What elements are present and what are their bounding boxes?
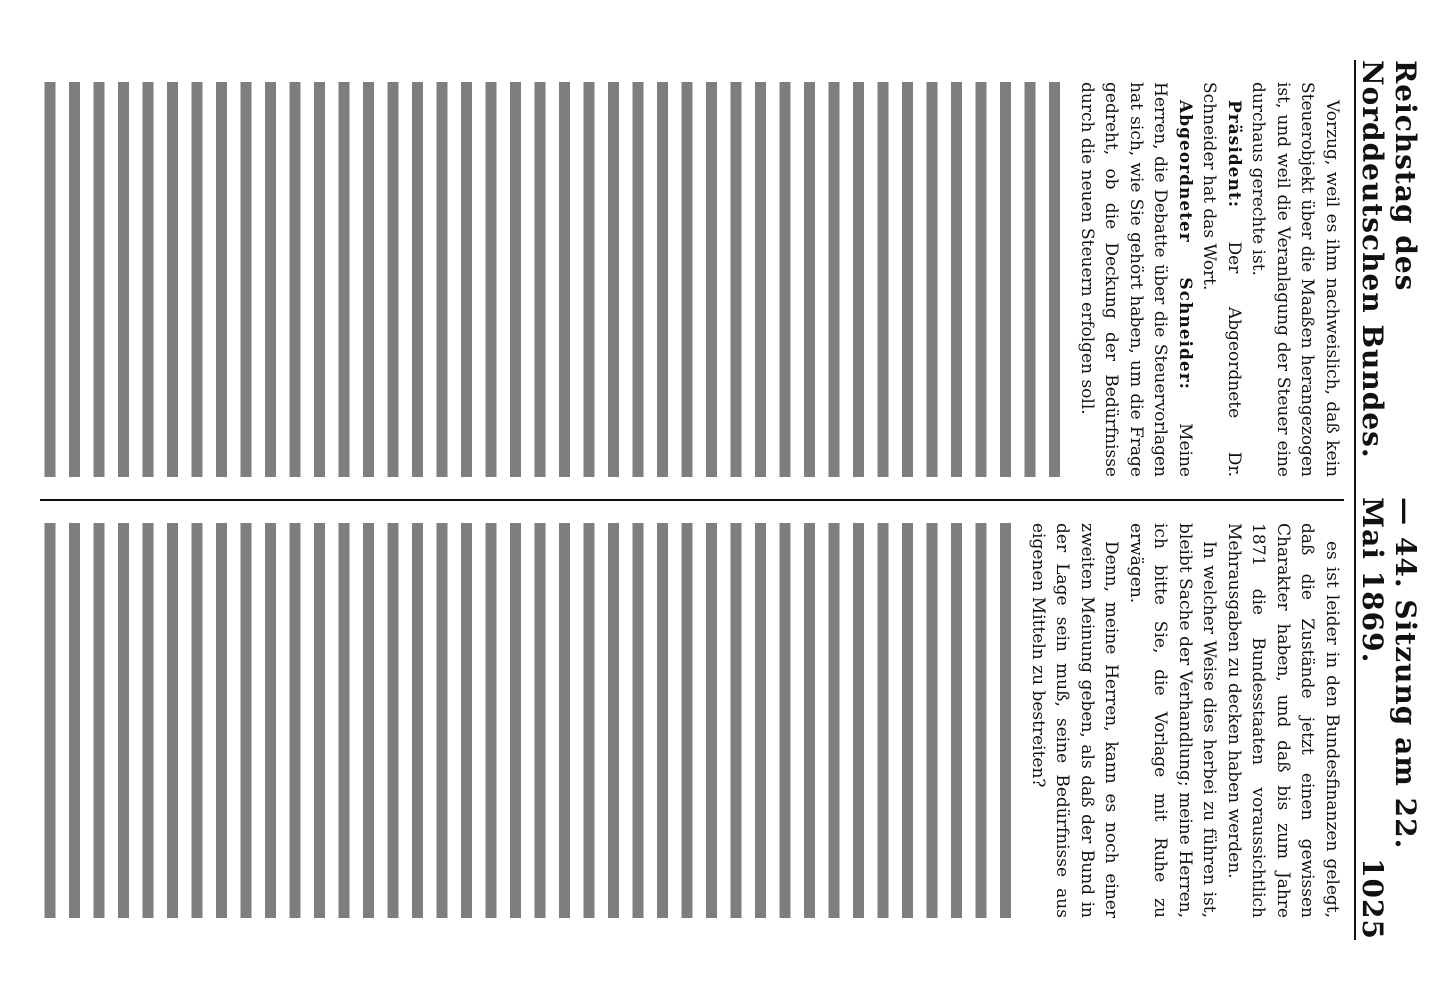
paragraph: Abgeordneter Schneider: Meine Herren, die Debatte über die Steuervorlagen hat sich, wie Sie gehört haben, um die Frage gedreht, ob die Deckung der Bedürfnisse durch die neuen Steuern erfolgen soll. <box>1077 82 1195 477</box>
paragraph: Präsident: Der Abgeordnete Dr. Schneider hat das Wort. <box>1199 82 1244 478</box>
paragraph: In welcher Weise dies herbei zu führen ist, bleibt Sache der Verhandlung; meine Herren, ich bitte Sie, die Vorlage mit Ruhe zu erwägen. <box>1126 523 1220 918</box>
paragraph: es ist leider in den Bundesfinanzen gelegt, daß die Zustände jetzt einen gewissen Charakter haben, und daß bis zum Jahre 1871 die Bundesstaaten voraussichtlich Mehrausgaben zu decken haben werden. <box>1224 523 1342 918</box>
paragraph: Denn, meine Herren, kann es noch einer zweiten Meinung geben, als daß der Bund in der Lage sein muß, seine Bedürfnisse aus eigenen Mitteln zu bestreiten? <box>1028 523 1122 918</box>
body-text-lines <box>40 523 1020 918</box>
column-right <box>40 499 1344 940</box>
page-header <box>1354 60 1420 940</box>
page-number: 1025 <box>1356 858 1389 940</box>
paragraph: Vorzug, weil es ihm nachweislich, daß kein Steuerobjekt über die Maaßen herangezogen ist, und weil die Veranlagung der Steuer eine durchaus gerechte ist. <box>1248 82 1342 477</box>
page-title: Reichstag des Norddeutschen Bundes. <box>1356 60 1422 459</box>
text-body <box>40 60 1344 940</box>
body-text-lines <box>40 82 1069 477</box>
speaker-label: Präsident: <box>1224 100 1244 208</box>
column-left <box>40 60 1344 499</box>
speaker-label: Abgeordneter Schneider: <box>1175 100 1195 390</box>
session-line: — 44. Sitzung am 22. Mai 1869. <box>1356 497 1422 850</box>
